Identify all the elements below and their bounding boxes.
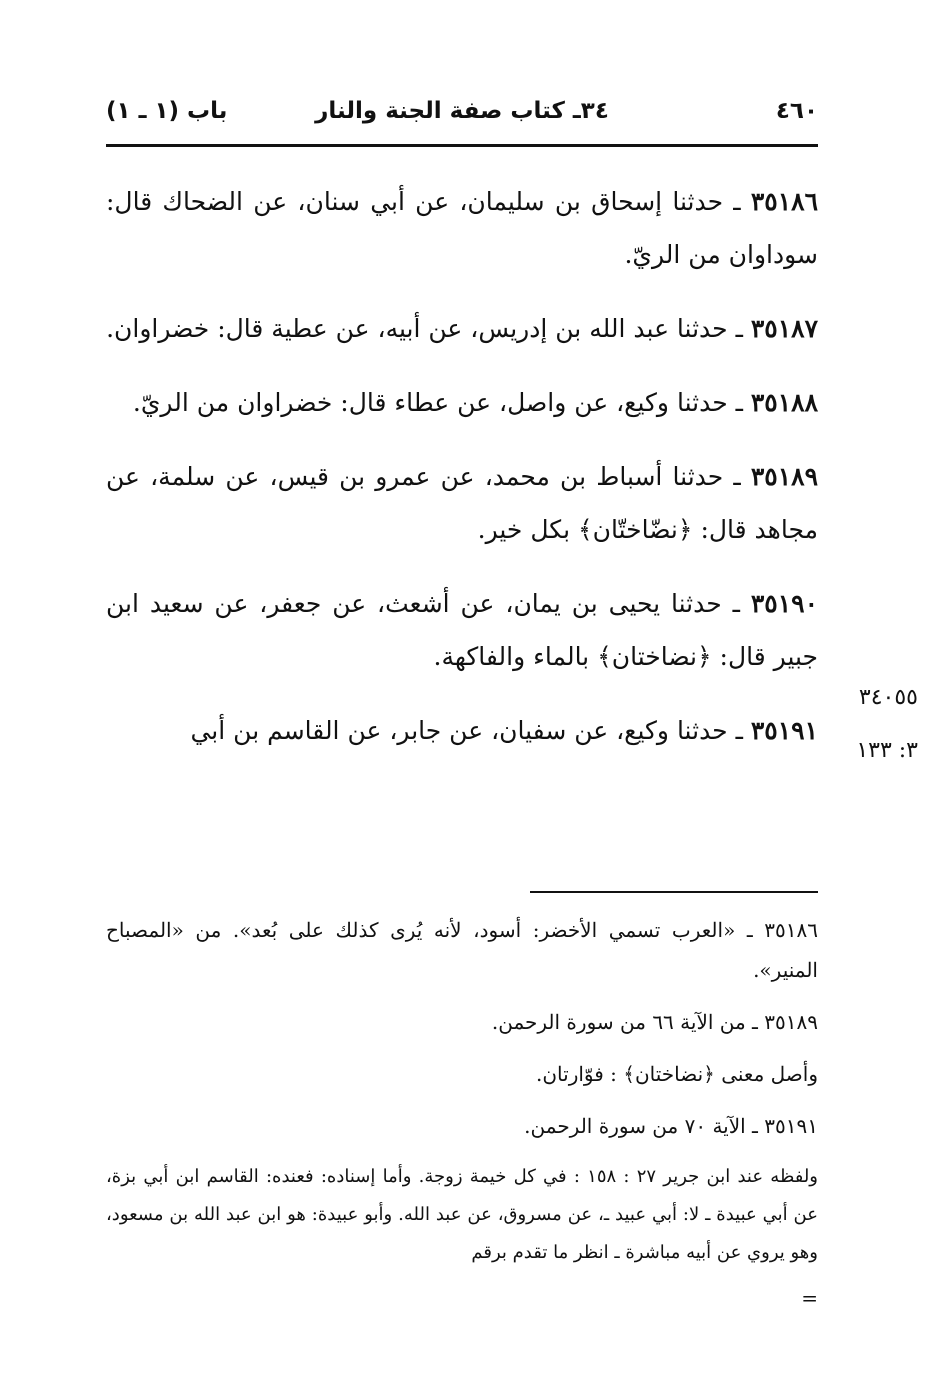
hadith-number: ٣٥١٩٠	[750, 589, 818, 618]
page-header	[106, 98, 818, 138]
hadith-text: ـ حدثنا يحيى بن يمان، عن أشعث، عن جعفر، عن سعيد ابن جبير قال: ﴿نضاختان﴾ بالماء والفاكهة.	[106, 589, 818, 671]
hadith-35186	[106, 175, 818, 281]
chapter-label: باب (١ ـ ١)	[106, 98, 228, 124]
hadith-35190	[106, 577, 818, 683]
hadith-35189	[106, 450, 818, 556]
page-number: ٤٦٠	[775, 98, 818, 124]
continuation-mark: =	[801, 1286, 818, 1310]
hadith-text: ـ حدثنا وكيع، عن سفيان، عن جابر، عن القاسم بن أبي	[190, 716, 751, 745]
hadith-number: ٣٥١٨٩	[750, 462, 818, 491]
hadith-number: ٣٥١٩١	[750, 716, 818, 745]
margin-ref-2: ٣: ١٣٣	[856, 738, 918, 763]
footnote-35186: ٣٥١٨٦ ـ «العرب تسمي الأخضر: أسود، لأنه يُرى كذلك على بُعد». من «المصباح المنير».	[106, 918, 818, 982]
hadith-35188	[106, 376, 818, 429]
footnote-rule	[530, 891, 818, 893]
hadith-35191	[106, 704, 818, 757]
header-rule	[106, 144, 818, 147]
hadith-text: ـ حدثنا وكيع، عن واصل، عن عطاء قال: خضراوان من الريّ.	[132, 388, 751, 417]
margin-ref-1: ٣٤٠٥٥	[858, 685, 918, 710]
book-title: ٣٤ـ كتاب صفة الجنة والنار	[315, 98, 609, 124]
hadith-number: ٣٥١٨٨	[750, 388, 818, 417]
hadith-text: ـ حدثنا أسباط بن محمد، عن عمرو بن قيس، عن سلمة، عن مجاهد قال: ﴿نضّاختّان﴾ بكل خير.	[106, 462, 818, 544]
footnote-35191: ٣٥١٩١ ـ الآية ٧٠ من سورة الرحمن.	[524, 1114, 818, 1138]
footnote-meaning: وأصل معنى ﴿نضاختان﴾ : فوّارتان.	[535, 1062, 818, 1086]
hadith-text: ـ حدثنا عبد الله بن إدريس، عن أبيه، عن عطية قال: خضراوان.	[106, 314, 751, 343]
hadith-number: ٣٥١٨٧	[750, 314, 818, 343]
footnotes	[106, 910, 818, 1330]
hadith-35187	[106, 302, 818, 355]
main-text	[106, 175, 818, 778]
hadith-text: ـ حدثنا إسحاق بن سليمان، عن أبي سنان، عن الضحاك قال: سوداوان من الريّ.	[106, 187, 818, 269]
footnote-35189: ٣٥١٨٩ ـ من الآية ٦٦ من سورة الرحمن.	[491, 1010, 818, 1034]
footnote-isnad: ولفظه عند ابن جرير ٢٧ : ١٥٨ : في كل خيمة زوجة. وأما إسناده: فعنده: القاسم ابن أبي بزة، عن أبي عبيدة ـ لا: أبي عبيد ـ، عن مسروق، عن عبد الله. وأبو عبيدة: هو ابن عبد الله بن مسعود، وهو يروي عن أبيه مباشرة ـ انظر ما تقدم برقم	[106, 1166, 818, 1263]
hadith-number: ٣٥١٨٦	[750, 187, 818, 216]
